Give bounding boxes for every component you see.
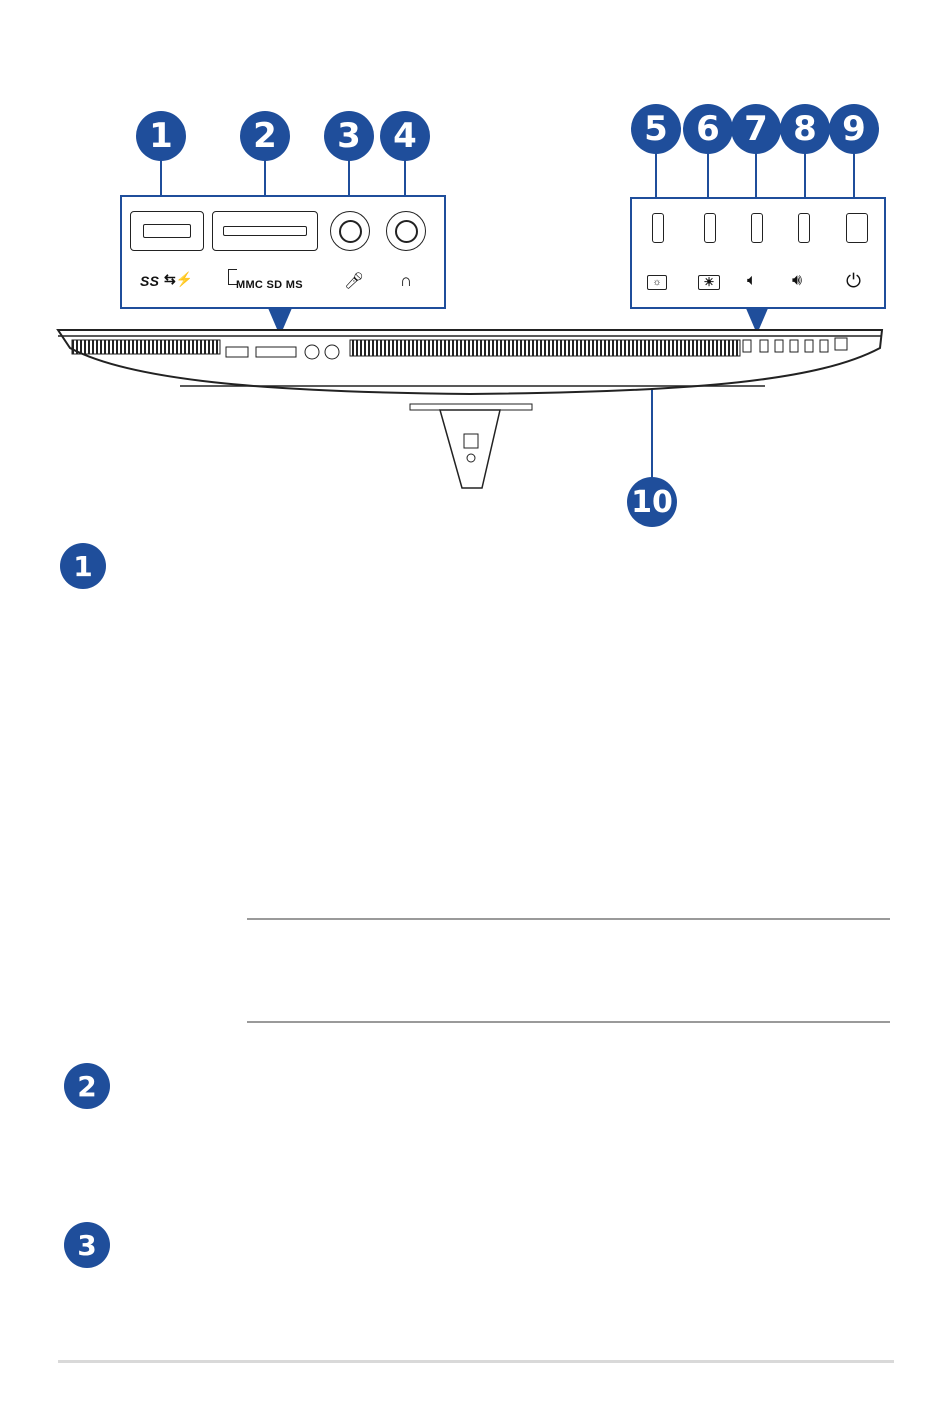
- brightness-down-button: [652, 213, 664, 243]
- callout-2: 2: [240, 111, 290, 161]
- callout-3: 3: [324, 111, 374, 161]
- headphone-icon: ∩: [400, 271, 413, 290]
- usb-port: [130, 211, 204, 251]
- headphone-jack: [386, 211, 426, 251]
- volume-down-button: [751, 213, 763, 243]
- callout-7: 7: [731, 104, 781, 154]
- card-reader-slot: [212, 211, 318, 251]
- callout-6: 6: [683, 104, 733, 154]
- usb-symbol-icon: ⇆⚡: [164, 271, 194, 287]
- brightness-up-button: [704, 213, 716, 243]
- callout-1: 1: [136, 111, 186, 161]
- callout-10: 10: [627, 477, 677, 527]
- callout-4: 4: [380, 111, 430, 161]
- buttons-panel: [630, 197, 886, 309]
- ports-panel: [120, 195, 446, 309]
- microphone-jack: [330, 211, 370, 251]
- usb3-superspeed-icon: SS: [140, 273, 160, 289]
- callout-5: 5: [631, 104, 681, 154]
- note-rule-bottom: [247, 1021, 890, 1023]
- callout-9: 9: [829, 104, 879, 154]
- power-button: [846, 213, 868, 243]
- section-2-badge: 2: [64, 1063, 110, 1109]
- brightness-down-icon: ☼: [647, 275, 667, 290]
- section-3-badge: 3: [64, 1222, 110, 1268]
- volume-up-icon: 🔊︎: [792, 272, 803, 289]
- footer-rule: [58, 1360, 894, 1363]
- microphone-icon: 🎤︎: [344, 273, 365, 290]
- section-1-badge: 1: [60, 543, 106, 589]
- volume-down-icon: 🔈︎: [747, 272, 757, 289]
- card-reader-label: MMC SD MS: [236, 279, 303, 291]
- brightness-up-icon: ☀: [698, 275, 720, 290]
- volume-up-button: [798, 213, 810, 243]
- power-icon: ⏻: [846, 271, 862, 292]
- callout-8: 8: [780, 104, 830, 154]
- note-rule-top: [247, 918, 890, 920]
